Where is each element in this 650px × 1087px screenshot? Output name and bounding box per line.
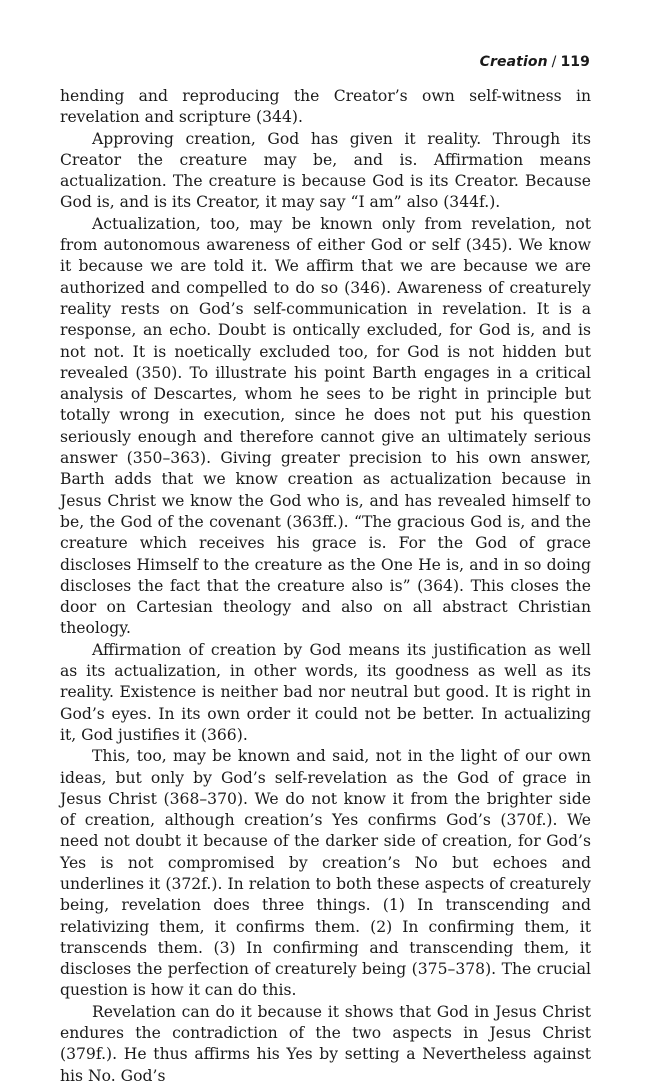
- paragraph: Actualization, too, may be known only from revelation, not from autonomous awareness of either God or self (345). We know it because we are told it. We affirm that we are because we are authorized and compelled to do so (346). Awareness of creaturely reality rests on God’s self-communication in revelation. It is a response, an echo. Doubt is ontically excluded, for God is, and is not not. It is noetically excluded too, for God is not hidden but revealed (350). To illustrate his point Barth engages in a critical analysis of Descartes, whom he sees to be right in principle but totally wrong in execution, since he does not put his question seriously enough and therefore cannot give an ultimately serious answer (350–363). Giving greater precision to his own answer, Barth adds that we know creation as actualization because in Jesus Christ we know the God who is, and has revealed himself to be, the God of the covenant (363ff.). “The gracious God is, and the creature which receives his grace is. For the God of grace discloses Himself to the creature as the One He is, and in so doing discloses the fact that the creature also is” (364). This closes the door on Cartesian theology and also on all abstract Christian theology.: [60, 214, 591, 638]
- page-number: 119: [560, 54, 590, 70]
- section-title: Creation: [479, 54, 548, 70]
- paragraph: This, too, may be known and said, not in the light of our own ideas, but only by God’s self-revelation as the God of grace in Jesus Christ (368–370). We do not know it from the brighter side of creation, although creation’s Yes confirms God’s (370f.). We need not doubt it because of the darker side of creation, for God’s Yes is not compromised by creation’s No but echoes and underlines it (372f.). In relation to both these aspects of creaturely being, revelation does three things. (1) In transcending and relativizing them, it confirms them. (2) In confirming them, it transcends them. (3) In confirming and transcending them, it discloses the perfection of creaturely being (375–378). The crucial question is how it can do this.: [60, 747, 591, 1000]
- paragraph: Revelation can do it because it shows that God in Jesus Christ endures the contradiction of the two aspects in Jesus Christ (379f.). He thus affirms his Yes by setting a Nevertheless against his No. God’s: [60, 1002, 591, 1085]
- paragraph-continued: hending and reproducing the Creator’s own self-witness in revelation and scripture (344).: [60, 87, 591, 127]
- paragraph: Affirmation of creation by God means its justification as well as its actualization, in other words, its goodness as well as its reality. Existence is neither bad nor neutral but good. It is right in God’s eyes. In its own order it could not be better. In actualizing it, God justifies it (366).: [60, 640, 591, 744]
- body-text: [60, 86, 591, 1087]
- separator: /: [551, 54, 557, 70]
- paragraph: Approving creation, God has given it reality. Through its Creator the creature may be, and is. Affirmation means actualization. The creature is because God is its Creator. Because God is, and is its Creator, it may say “I am” also (344f.).: [60, 129, 591, 212]
- running-head: [480, 54, 590, 70]
